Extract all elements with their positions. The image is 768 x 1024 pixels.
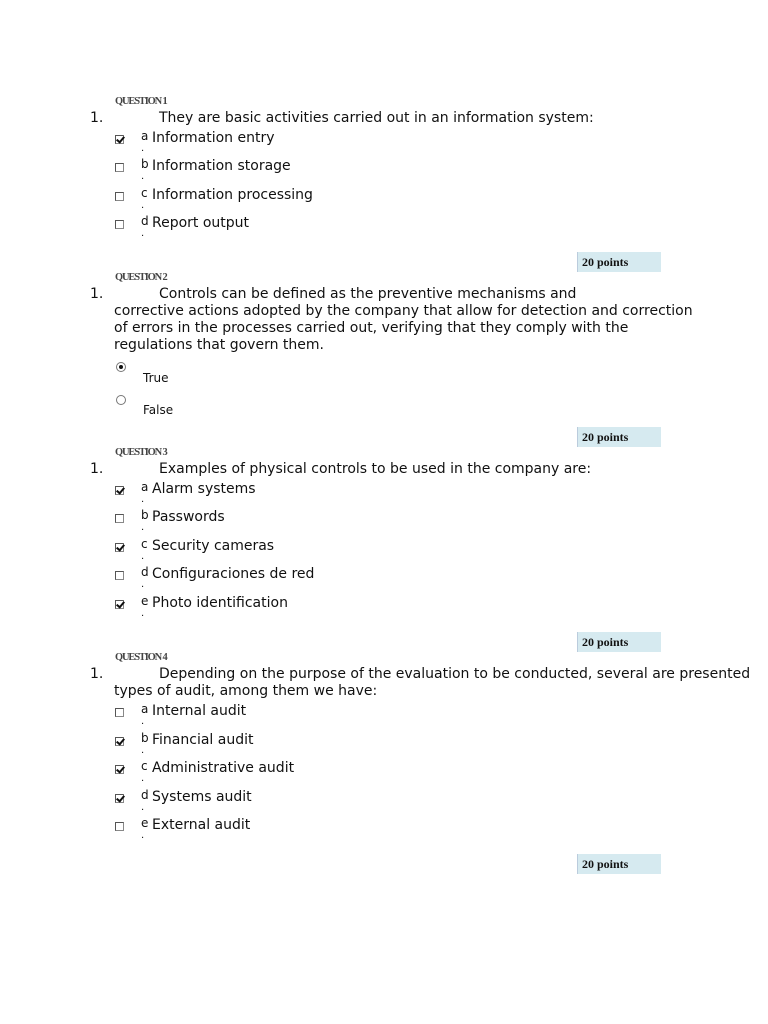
option-checkbox[interactable] [115,135,124,144]
points-badge: 20 points [577,427,661,447]
option-label[interactable]: Photo identification [152,595,288,611]
question-2-prompt-line: Controls can be defined as the preventive mechanisms and [159,286,577,302]
option-letter: a [141,702,149,716]
option-label[interactable]: Alarm systems [152,481,256,497]
option-radio-true[interactable] [116,362,126,372]
option-label[interactable]: Systems audit [152,789,252,805]
question-1-prompt: They are basic activities carried out in an information system: [159,110,594,126]
option-checkbox[interactable] [115,486,124,495]
question-2-number: 1. [90,286,104,302]
option-letter: d [141,565,149,579]
option-letter: d [141,788,149,802]
option-letter: a [141,480,149,494]
option-letter: c [141,186,148,200]
question-3-prompt: Examples of physical controls to be used in the company are: [159,461,592,477]
option-label[interactable]: External audit [152,817,251,833]
option-letter: b [141,508,149,522]
option-checkbox[interactable] [115,192,124,201]
option-letter: c [141,759,148,773]
option-letter: b [141,731,149,745]
option-checkbox[interactable] [115,543,124,552]
option-letter: c [141,537,148,551]
option-checkbox[interactable] [115,794,124,803]
points-badge: 20 points [577,854,661,874]
option-label[interactable]: Information processing [152,187,313,203]
points-badge: 20 points [577,632,661,652]
option-letter: b [141,157,149,171]
question-2-prompt-line: regulations that govern them. [114,337,324,353]
option-checkbox[interactable] [115,220,124,229]
option-letter: e [141,816,149,830]
option-label[interactable]: Report output [152,215,250,231]
option-checkbox[interactable] [115,765,124,774]
option-checkbox[interactable] [115,514,124,523]
option-checkbox[interactable] [115,708,124,717]
question-1-header: QUESTION 1 [115,95,167,107]
option-label[interactable]: Configuraciones de red [152,566,315,582]
option-checkbox[interactable] [115,737,124,746]
option-letter: a [141,129,149,143]
option-label[interactable]: Information storage [152,158,291,174]
question-2-header: QUESTION 2 [115,271,167,283]
option-checkbox[interactable] [115,600,124,609]
question-2-prompt-line: of errors in the processes carried out, verifying that they comply with the [114,320,629,336]
option-label[interactable]: Internal audit [152,703,247,719]
question-4-header: QUESTION 4 [115,651,167,663]
option-letter: e [141,594,149,608]
question-3-header: QUESTION 3 [115,446,167,458]
option-checkbox[interactable] [115,822,124,831]
option-label[interactable]: True [143,371,169,385]
option-label[interactable]: Information entry [152,130,275,146]
question-4-prompt-line: Depending on the purpose of the evaluation to be conducted, several are presented [159,666,751,682]
question-2-prompt-line: corrective actions adopted by the company that allow for detection and correction [114,303,693,319]
question-3-number: 1. [90,461,104,477]
option-checkbox[interactable] [115,163,124,172]
option-checkbox[interactable] [115,571,124,580]
option-label[interactable]: Administrative audit [152,760,295,776]
option-label[interactable]: Security cameras [152,538,275,554]
question-1-number: 1. [90,110,104,126]
option-label[interactable]: Passwords [152,509,225,525]
question-4-number: 1. [90,666,104,682]
option-label[interactable]: False [143,403,174,417]
option-radio-false[interactable] [116,395,126,405]
option-letter: d [141,214,149,228]
question-4-prompt-line: types of audit, among them we have: [114,683,378,699]
option-label[interactable]: Financial audit [152,732,254,748]
points-badge: 20 points [577,252,661,272]
